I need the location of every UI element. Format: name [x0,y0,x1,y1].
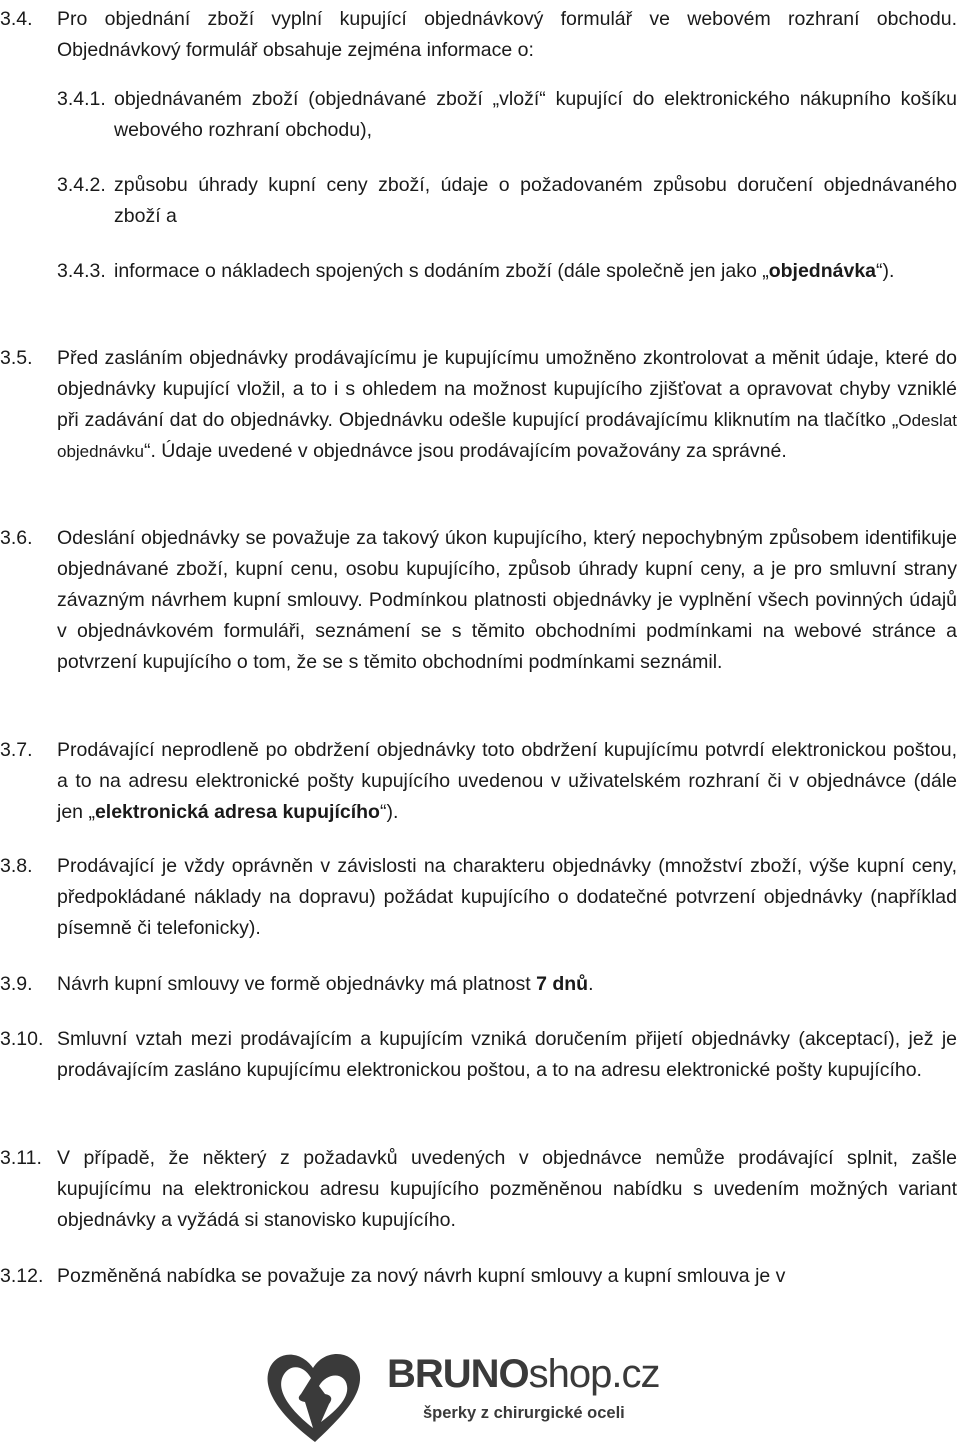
text-segment: Návrh kupní smlouvy ve formě objednávky má platnost [57,973,537,995]
clause-text [57,969,957,1000]
clause-text: Pro objednání zboží vyplní kupující objednávkový formulář ve webovém rozhraní obchodu. Objednávkový formulář obsahuje zejména informace o: [57,8,957,61]
clause-number: 3.4. [0,8,33,30]
brand-bold: BRUNO [387,1352,529,1396]
clause-number: 3.5. [0,347,33,369]
text-segment: informace o nákladech spojených s dodáním zboží (dále společně jen jako „ [114,260,769,282]
clause-text [114,256,957,287]
clause-text: způsobu úhrady kupní ceny zboží, údaje o požadovaném způsobu doručení objednávaného zboží a [114,174,957,227]
clause-number: 3.4.2. [57,174,106,196]
button-name-reference: Odeslat objednávku [57,411,957,461]
brand-name [387,1352,660,1397]
text-segment: “. Údaje uvedené v objednávce jsou prodávajícím považovány za správné. [143,440,787,462]
clause-text: V případě, že některý z požadavků uvedených v objednávce nemůže prodávající splnit, zašle kupujícímu na elektronickou adresu kupujícího pozměněnou nabídku s uvedením možných variant objednávky a vyžádá si stanovisko kupujícího. [57,1147,957,1231]
clause-text: Pozměněná nabídka se považuje za nový návrh kupní smlouvy a kupní smlouva je v [57,1265,786,1287]
clause-number: 3.11. [0,1147,42,1169]
clause-text: objednávaném zboží (objednávané zboží „vloží“ kupující do elektronického nákupního košíku webového rozhraní obchodu), [114,88,957,141]
clause-number: 3.12. [0,1265,44,1287]
clause-text [57,735,957,828]
clause-number: 3.6. [0,527,33,549]
clause-number: 3.4.1. [57,88,106,110]
clause-text: Smluvní vztah mezi prodávajícím a kupujícím vzniká doručením přijetí objednávky (akceptací), jež je prodávajícím zasláno kupujícímu elektronickou poštou, a to na adresu elektronické pošty kupujícího. [57,1028,957,1081]
text-segment: “). [379,801,399,823]
clause-text [57,343,957,467]
text-segment: Prodávající neprodleně po obdržení objednávky toto obdržení kupujícímu potvrdí elektronickou poštou, a to na adresu elektronické pošty kupujícího uvedenou v uživatelském rozhraní či v objednávce (dále jen „ [57,739,957,823]
clause-number: 3.10. [0,1028,44,1050]
text-segment: “). [876,260,895,282]
brand-domain: shop.cz [528,1352,660,1396]
clause-number: 3.7. [0,739,33,761]
brand-tagline: šperky z chirurgické oceli [423,1404,625,1422]
clause-number: 3.8. [0,855,33,877]
text-segment: . [588,973,594,995]
defined-term: elektronická adresa kupujícího [94,801,380,823]
clause-text: Prodávající je vždy oprávněn v závislosti na charakteru objednávky (množství zboží, výše kupní ceny, předpokládané náklady na dopravu) požádat kupujícího o dodatečné potvrzení objednávky (například písemně či telefonicky). [57,855,957,939]
heart-logo-icon [255,1342,375,1452]
defined-term: objednávka [768,260,877,282]
clause-number: 3.4.3. [57,260,106,282]
clause-text: Odeslání objednávky se považuje za takový úkon kupujícího, který nepochybným způsobem identifikuje objednávané zboží, kupní cenu, osobu kupujícího, způsob úhrady kupní ceny, a je pro smluvní strany závazným návrhem kupní smlouvy. Podmínkou platnosti objednávky je vyplnění všech povinných údajů v objednávkovém formuláři, seznámení se s těmito obchodními podmínkami na webové stránce a potvrzení kupujícího o tom, že se s těmito obchodními podmínkami seznámil. [57,527,957,673]
clause-number: 3.9. [0,973,33,995]
brunoshop-logo [255,1342,660,1454]
text-segment: Před zasláním objednávky prodávajícímu je kupujícímu umožněno zkontrolovat a měnit údaje, které do objednávky kupující vložil, a to i s ohledem na možnost kupujícího zjišťovat a opravovat chyby vzniklé při zadávání dat do objednávky. Objednávku odešle kupující prodávajícímu kliknutím na tlačítko „ [57,347,957,431]
validity-period: 7 dnů [536,973,589,995]
